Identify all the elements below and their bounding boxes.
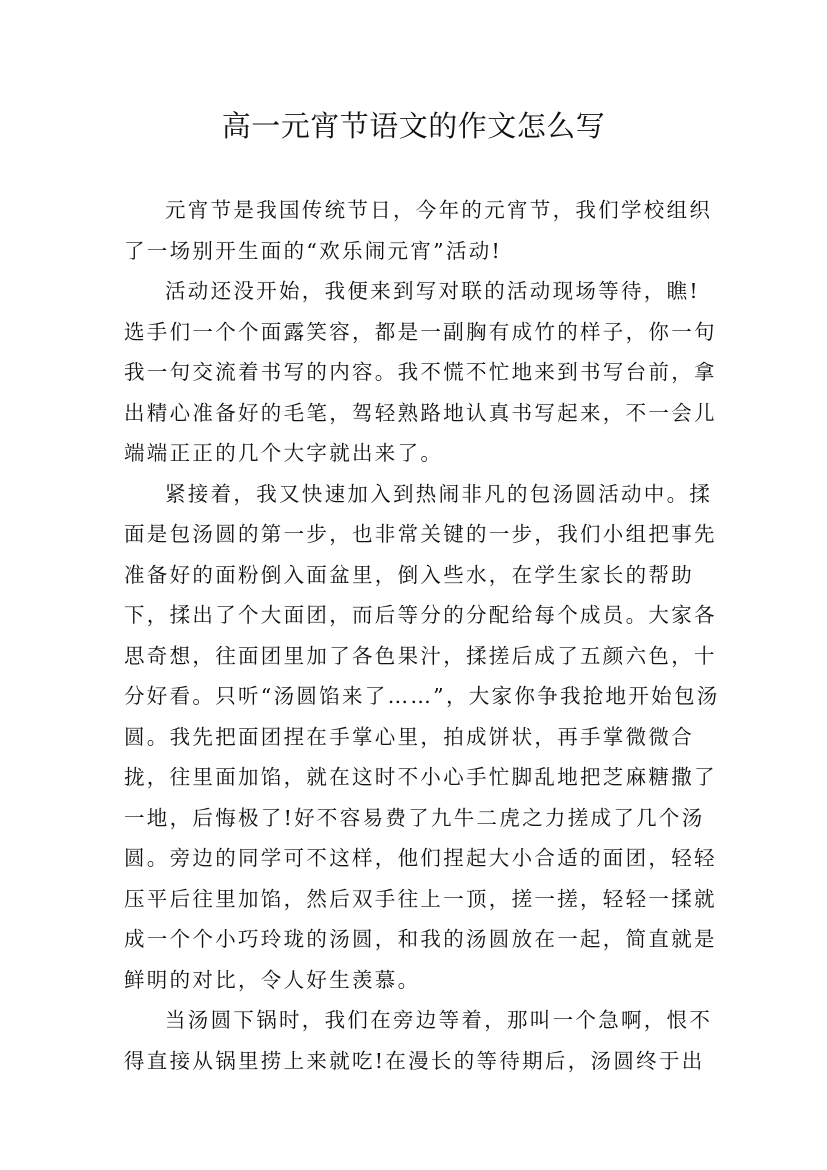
paragraph-3: 紧接着，我又快速加入到热闹非凡的包汤圆活动中。揉面是包汤圆的第一步，也非常关键的一步，我们小组把事先准备好的面粉倒入面盆里，倒入些水，在学生家长的帮助下，揉出了个大面团，而后等分的分配给每个成员。大家各思奇想，往面团里加了各色果汁，揉搓后成了五颜六色，十分好看。只听“汤圆馅来了……”，大家你争我抢地开始包汤圆。我先把面团捏在手掌心里，拍成饼状，再手掌微微合拢，往里面加馅，就在这时不小心手忙脚乱地把芝麻糖撒了一地，后悔极了!好不容易费了九牛二虎之力搓成了几个汤圆。旁边的同学可不这样，他们捏起大小合适的面团，轻轻压平后往里加馅，然后双手往上一顶，搓一搓，轻轻一揉就成一个个小巧玲珑的汤圆，和我的汤圆放在一起，简直就是鲜明的对比，令人好生羡慕。 — [124, 481, 720, 992]
paragraph-2: 活动还没开始，我便来到写对联的活动现场等待，瞧!选手们一个个面露笑容，都是一副胸有成竹的样子，你一句我一句交流着书写的内容。我不慌不忙地来到书写台前，拿出精心准备好的毛笔，驾轻熟路地认真书写起来，不一会儿端端正正的几个大字就出来了。 — [124, 279, 717, 465]
paragraph-4: 当汤圆下锅时，我们在旁边等着，那叫一个急啊，恨不得直接从锅里捞上来就吃!在漫长的等待期后，汤圆终于出 — [124, 1008, 713, 1073]
paragraph-1: 元宵节是我国传统节日，今年的元宵节，我们学校组织了一场别开生面的“欢乐闹元宵”活动! — [124, 198, 713, 263]
essay-body — [124, 190, 720, 1081]
page-title: 高一元宵节语文的作文怎么写 — [221, 109, 606, 143]
